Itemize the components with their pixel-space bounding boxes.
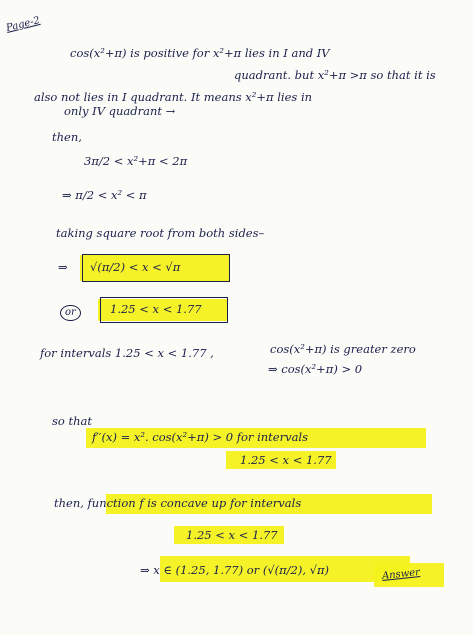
text-line-1: cos(x²+π) is positive for x²+π lies in I and IV [70,46,330,60]
page-label: Page-2 [5,15,42,35]
then-label: then, [52,130,82,144]
inequality-2: ⇒ π/2 < x² < π [62,188,147,202]
cos-greater-zero-text: cos(x²+π) is greater zero [270,342,416,356]
cos-positive-statement: ⇒ cos(x²+π) > 0 [268,362,363,376]
for-intervals-text: for intervals 1.25 < x < 1.77 , [40,346,214,360]
answer-label: Answer [381,567,421,582]
fpp-interval: 1.25 < x < 1.77 [240,453,332,467]
arrow-1: ⇒ [58,260,68,274]
concave-interval: 1.25 < x < 1.77 [186,528,278,542]
boxed-inequality-sqrt: √(π/2) < x < √π [90,260,181,274]
final-answer-expression: ⇒ x ∈ (1.25, 1.77) or (√(π/2), √π) [140,563,330,577]
inequality-1: 3π/2 < x²+π < 2π [84,154,188,168]
or-circled: or [60,305,81,321]
so-that-label: so that [52,414,92,428]
text-line-2: quadrant. but x²+π >π so that it is [234,68,436,82]
taking-square-root-text: taking square root from both sides– [56,226,265,240]
text-line-3: also not lies in I quadrant. It means x²+π lies in [34,90,313,104]
second-derivative-statement: f′′(x) = x². cos(x²+π) > 0 for intervals [92,430,309,444]
text-line-4: only IV quadrant → [64,104,176,118]
concave-up-statement: then, function f is concave up for intervals [54,496,302,510]
boxed-inequality-decimal: 1.25 < x < 1.77 [110,302,202,316]
